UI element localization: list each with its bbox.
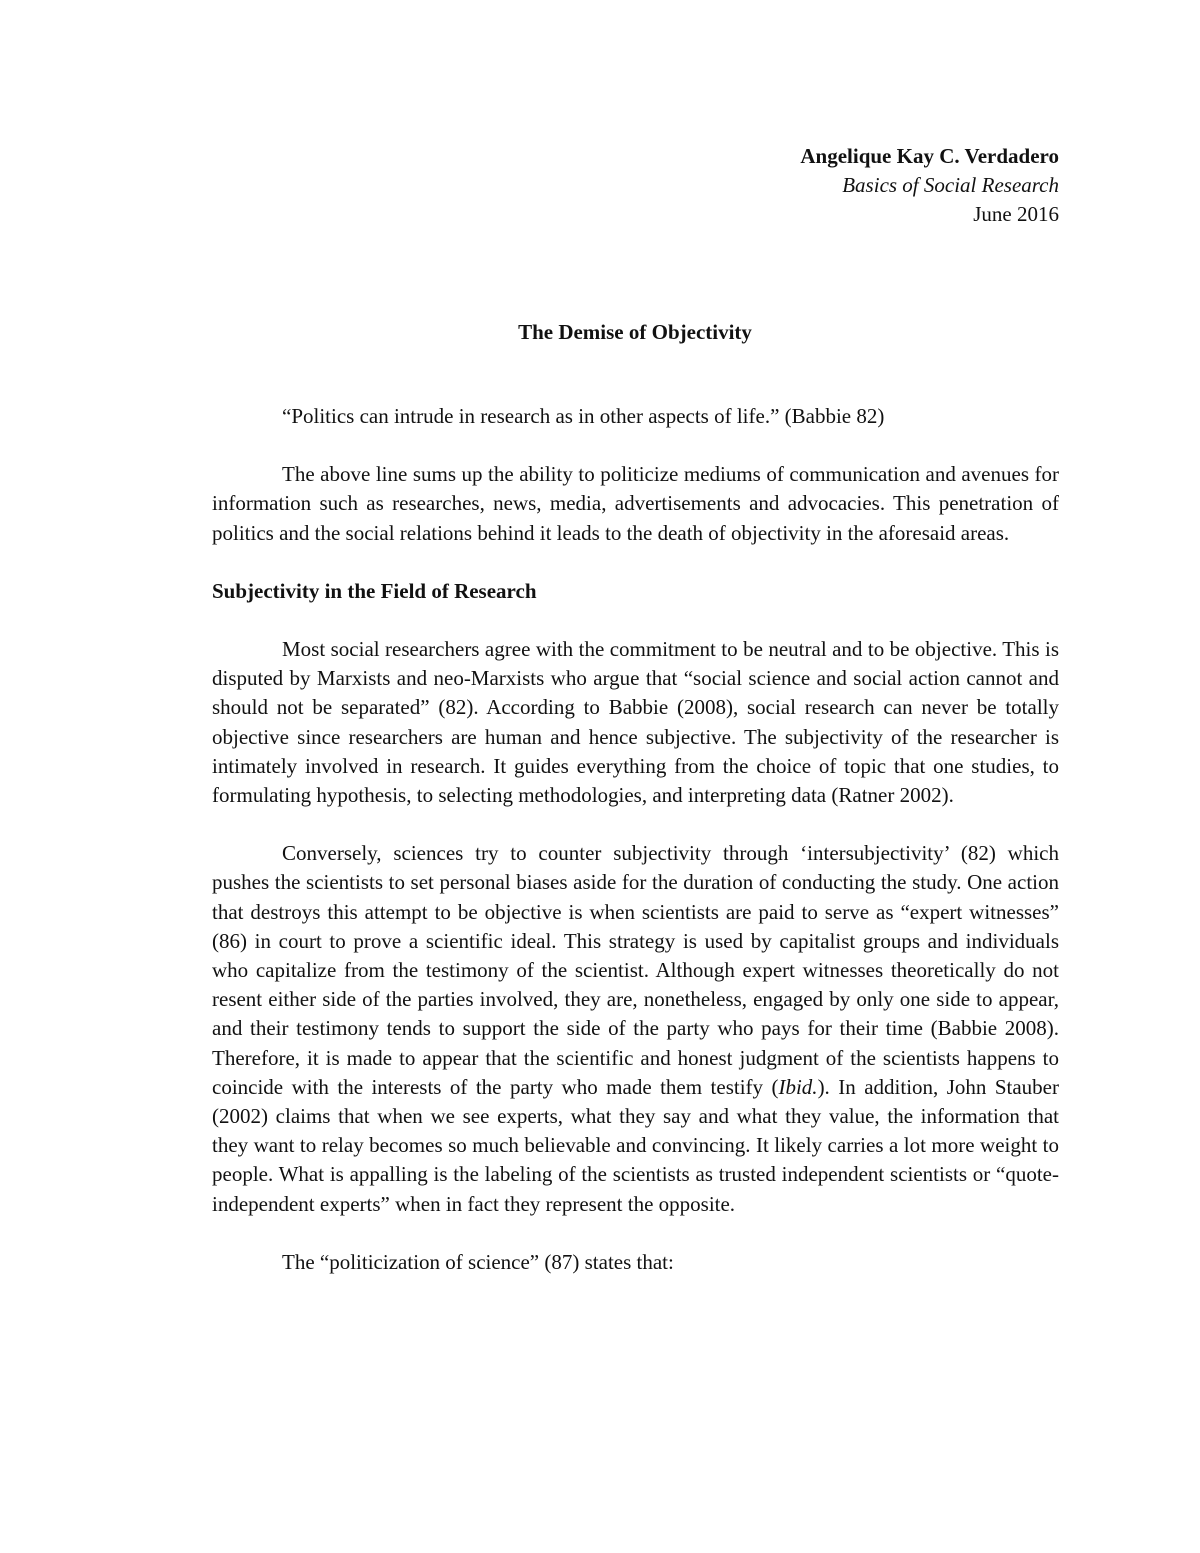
body-paragraph-3: The “politicization of science” (87) states that: xyxy=(282,1249,674,1274)
body-paragraph-1: Most social researchers agree with the commitment to be neutral and to be objective. This is disputed by Marxists and neo-Marxists who argue that “social science and social action cannot and should not be separated” (82). According to Babbie (2008), social research can never be totally objective since researchers are human and hence subjective. The subjectivity of the researcher is intimately involved in research. It guides everything from the choice of topic that one studies, to formulating hypothesis, to selecting methodologies, and interpreting data (Ratner 2002). xyxy=(212,637,1059,808)
course-name: Basics of Social Research xyxy=(842,173,1059,197)
document-title: The Demise of Objectivity xyxy=(518,320,752,344)
document-body xyxy=(212,402,1059,1306)
paragraph-2-text-a: Conversely, sciences try to counter subjectivity through ‘intersubjectivity’ (82) which pushes the scientists to set personal biases aside for the duration of conducting the study. One action that destroys this attempt to be objective is when scientists are paid to serve as “expert witnesses” (86) in court to prove a scientific ideal. This strategy is used by capitalist groups and individuals who capitalize from the testimony of the scientist. Although expert witnesses theoretically do not resent either side of the parties involved, they are, nonetheless, engaged by only one side to appear, and their testimony tends to support the side of the party who pays for their time (Babbie 2008). Therefore, it is made to appear that the scientific and honest judgment of the scientists happens to coincide with the interests of the party who made them testify ( xyxy=(212,841,1059,1099)
epigraph-quote: “Politics can intrude in research as in other aspects of life.” (Babbie 82) xyxy=(282,404,885,428)
ibid-citation: Ibid. xyxy=(778,1074,818,1099)
document-header xyxy=(800,142,1059,229)
author-name: Angelique Kay C. Verdadero xyxy=(800,144,1059,168)
intro-paragraph: The above line sums up the ability to politicize mediums of communication and avenues for information such as researches, news, media, advertisements and advocacies. This penetration of politics and the social relations behind it leads to the death of objectivity in the aforesaid areas. xyxy=(212,462,1059,545)
body-paragraph-2 xyxy=(212,839,1059,1219)
paragraph-2-text-b: ). In addition, John Stauber (2002) claims that when we see experts, what they say and what they value, the information that they want to relay becomes so much believable and convincing. It likely carries a lot more weight to people. What is appalling is the labeling of the scientists as trusted independent scientists or “quote-independent experts” when in fact they represent the opposite. xyxy=(212,1074,1059,1216)
document-date: June 2016 xyxy=(973,202,1059,226)
section-heading: Subjectivity in the Field of Research xyxy=(212,578,537,603)
